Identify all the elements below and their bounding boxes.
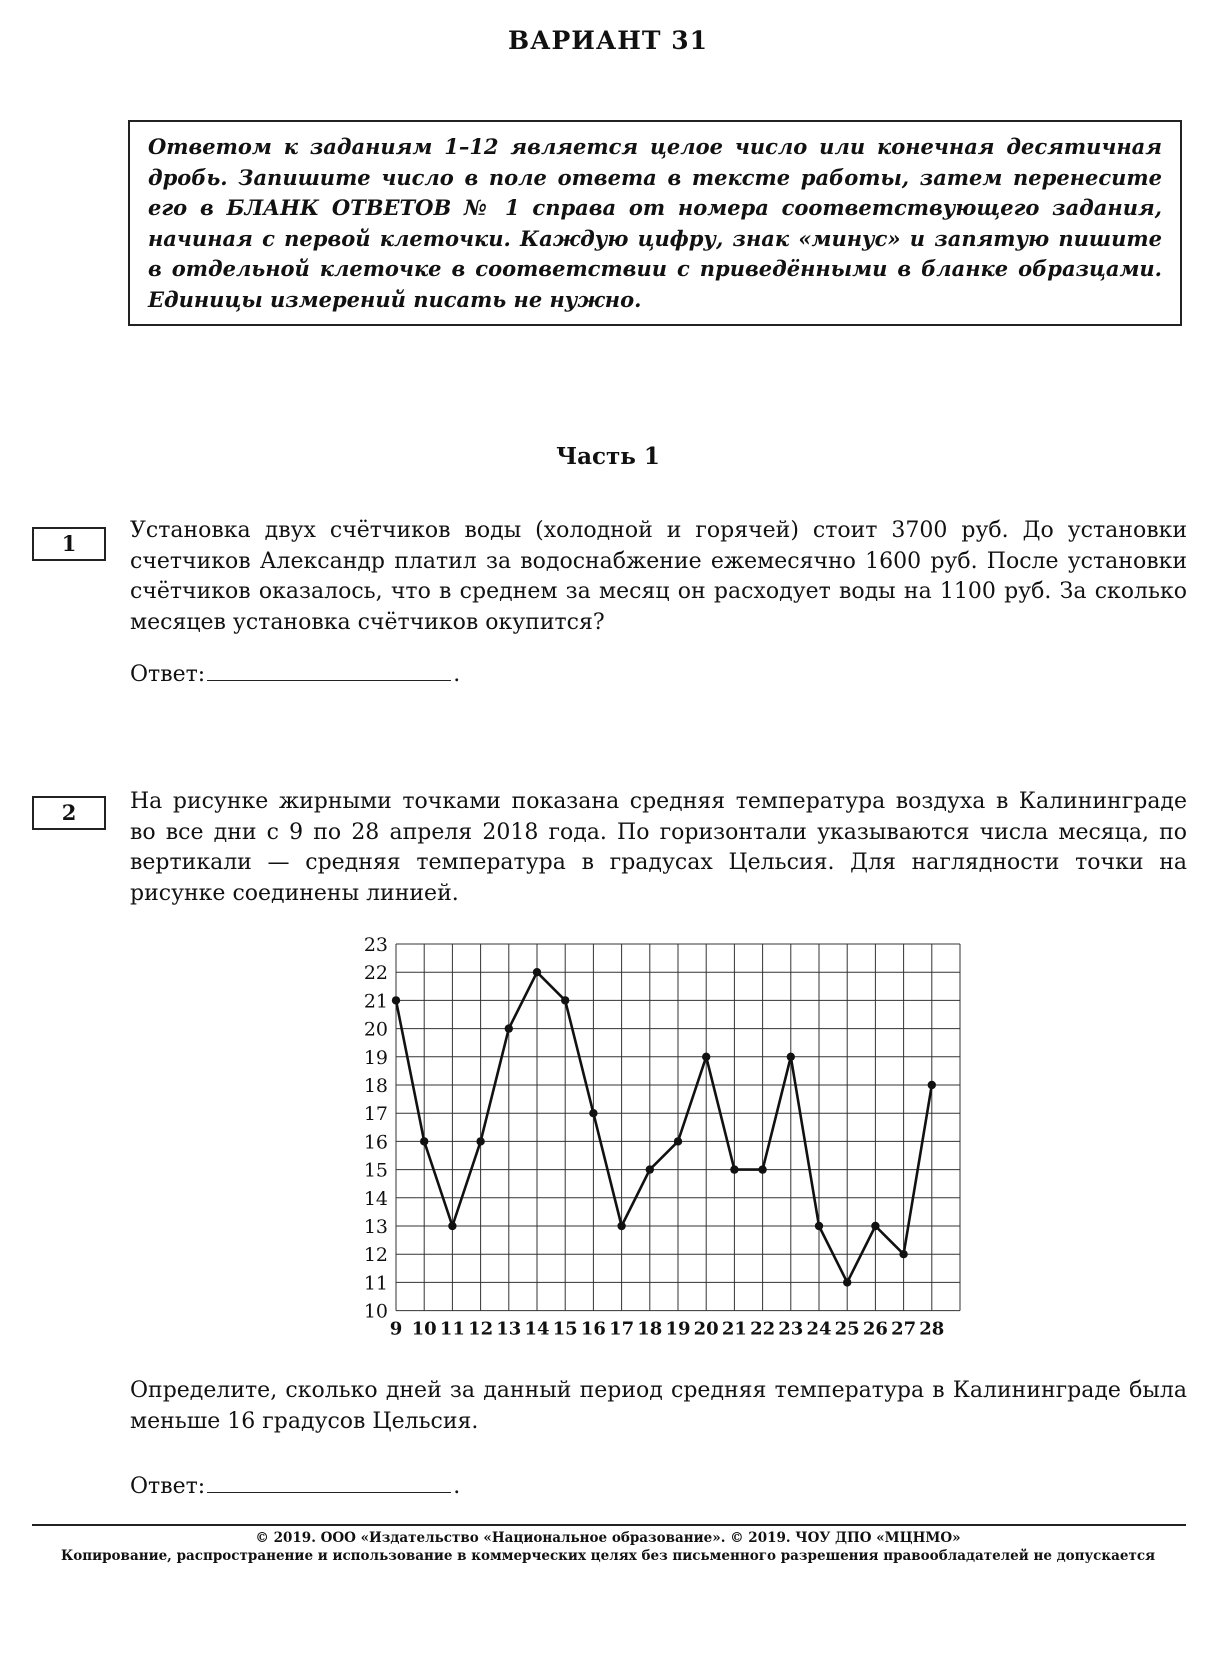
- answer-period: .: [453, 1474, 461, 1499]
- data-point: [476, 1137, 484, 1145]
- x-tick-label: 24: [806, 1318, 832, 1338]
- task-1-answer: [130, 660, 460, 687]
- task-2-answer: [130, 1472, 460, 1499]
- x-tick-label: 16: [580, 1318, 606, 1338]
- y-tick-label: 19: [363, 1046, 388, 1069]
- answer-field[interactable]: [207, 1472, 451, 1493]
- data-point: [589, 1109, 597, 1117]
- data-point: [561, 996, 569, 1004]
- data-point: [448, 1222, 456, 1230]
- y-tick-label: 10: [363, 1300, 388, 1323]
- x-tick-label: 10: [411, 1318, 437, 1338]
- data-point: [787, 1053, 795, 1061]
- y-tick-label: 12: [363, 1244, 388, 1267]
- x-tick-label: 15: [552, 1318, 578, 1338]
- y-tick-label: 16: [363, 1131, 388, 1154]
- data-point: [674, 1137, 682, 1145]
- data-point: [730, 1165, 738, 1173]
- task-2-text: На рисунке жирными точками показана средняя температура воздуха в Калининграде во все дни с 9 по 28 апреля 2018 года. По горизонтали указываются числа месяца, по вертикали — средняя температура в градусах Цельсия. Для наглядности точки на рисунке соединены линией.: [130, 789, 1187, 906]
- y-tick-label: 14: [363, 1187, 388, 1210]
- x-tick-label: 11: [439, 1318, 465, 1338]
- y-tick-label: 23: [363, 934, 388, 956]
- task-1-text: Установка двух счётчиков воды (холодной и горячей) стоит 3700 руб. До установки счетчиков Александр платил за водоснабжение ежемесячно 1600 руб. После установки счётчиков оказалось, что в среднем за месяц он расходует воды на 1100 руб. За сколько месяцев установка счётчиков окупится?: [130, 518, 1187, 635]
- x-tick-label: 28: [919, 1318, 945, 1338]
- x-tick-label: 26: [862, 1318, 888, 1338]
- data-point: [617, 1222, 625, 1230]
- data-point: [871, 1222, 879, 1230]
- y-tick-label: 20: [363, 1018, 388, 1041]
- answer-period: .: [453, 662, 461, 687]
- part-title: Часть 1: [556, 443, 660, 470]
- x-tick-label: 18: [637, 1318, 663, 1338]
- x-tick-label: 20: [693, 1318, 719, 1338]
- data-point: [899, 1250, 907, 1258]
- data-point: [533, 968, 541, 976]
- data-point: [702, 1053, 710, 1061]
- y-tick-label: 22: [363, 962, 388, 985]
- task-number-1: 1: [32, 527, 106, 561]
- data-point: [928, 1081, 936, 1089]
- instructions-box: [128, 120, 1182, 326]
- footer-copyright: © 2019. ООО «Издательство «Национальное образование». © 2019. ЧОУ ДПО «МЦНМО»: [255, 1530, 961, 1546]
- x-tick-label: 17: [609, 1318, 635, 1338]
- instructions-text: Ответом к заданиям 1–12 является целое число или конечная десятичная дробь. Запишите число в поле ответа в тексте работы, затем перенесите его в БЛАНК ОТВЕТОВ № 1 справа от номера соответствующего задания, начиная с первой клеточки. Каждую цифру, знак «минус» и запятую пишите в отдельной клеточке в соответствии с приведёнными в бланке образцами. Единицы измерений писать не нужно.: [148, 134, 1162, 312]
- data-point: [815, 1222, 823, 1230]
- footer-notice: Копирование, распространение и использование в коммерческих целях без письменного разрешения правообладателей не допускается: [60, 1548, 1156, 1564]
- x-tick-label: 19: [665, 1318, 691, 1338]
- x-tick-label: 21: [721, 1318, 747, 1338]
- y-tick-label: 17: [363, 1103, 388, 1126]
- data-point: [392, 996, 400, 1004]
- x-tick-label: 25: [834, 1318, 860, 1338]
- x-tick-label: 23: [778, 1318, 804, 1338]
- y-tick-label: 15: [363, 1159, 388, 1182]
- x-tick-label: 14: [524, 1318, 550, 1338]
- x-tick-label: 13: [496, 1318, 522, 1338]
- x-tick-label: 12: [468, 1318, 494, 1338]
- data-point: [646, 1165, 654, 1173]
- data-point: [420, 1137, 428, 1145]
- y-tick-label: 11: [363, 1272, 388, 1295]
- x-tick-label: 9: [389, 1318, 403, 1338]
- y-tick-label: 18: [363, 1075, 388, 1097]
- temperature-line: [396, 972, 932, 1282]
- temperature-chart: [340, 928, 980, 1338]
- x-tick-label: 27: [891, 1318, 917, 1338]
- answer-label: Ответ:: [130, 662, 206, 687]
- task-number-2: 2: [32, 796, 106, 830]
- task-2-question: Определите, сколько дней за данный период средняя температура в Калининграде была меньше 16 градусов Цельсия.: [130, 1378, 1187, 1434]
- data-point: [843, 1278, 851, 1286]
- x-tick-label: 22: [750, 1318, 776, 1338]
- data-point: [758, 1165, 766, 1173]
- data-point: [505, 1024, 513, 1032]
- y-tick-label: 13: [363, 1216, 388, 1238]
- page-title: ВАРИАНТ 31: [508, 26, 708, 55]
- footer-divider: [32, 1524, 1186, 1526]
- y-tick-label: 21: [363, 990, 388, 1013]
- answer-field[interactable]: [207, 660, 451, 681]
- answer-label: Ответ:: [130, 1474, 206, 1499]
